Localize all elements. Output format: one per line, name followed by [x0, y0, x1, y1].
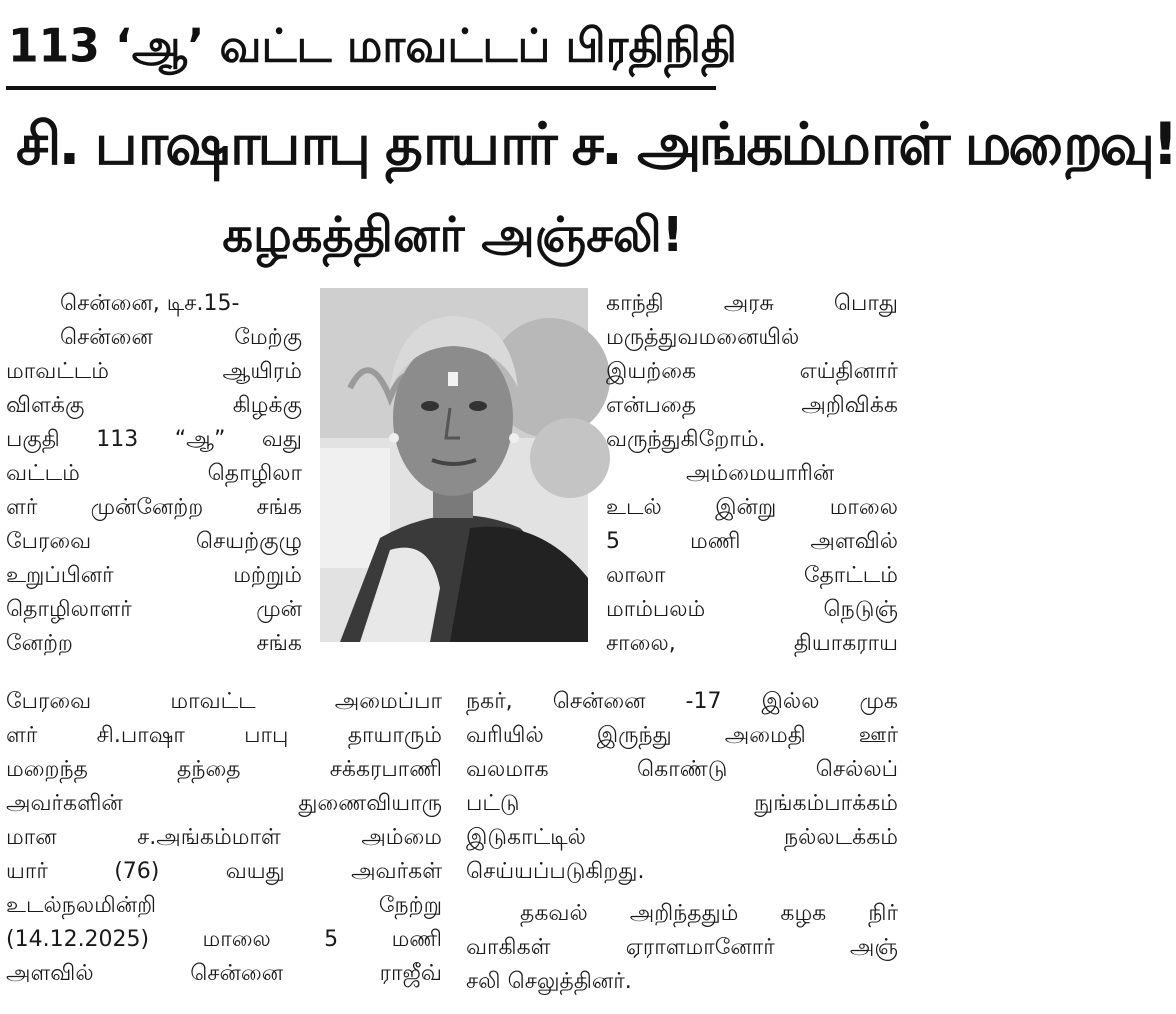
text-line: மாவட்டம் ஆயிரம் [6, 359, 302, 384]
text-line: வட்டம் தொழிலா [6, 461, 302, 486]
portrait-photo [320, 288, 588, 642]
text-line: வாகிகள் ஏராளமானோர் அஞ் [466, 935, 898, 960]
dateline: சென்னை, டிச.15- [60, 291, 240, 316]
text-line: 5 மணி அளவில் [606, 529, 898, 554]
text-line: வருந்துகிறோம். [606, 427, 766, 452]
text-line: தொழிலாளர் முன் [6, 597, 302, 622]
text-line: பேரவை மாவட்ட அமைப்பா [6, 689, 442, 714]
text-line: யார் (76) வயது அவர்கள் [6, 859, 442, 884]
text-line: தகவல் அறிந்ததும் கழக நிர் [520, 901, 898, 926]
text-line: சென்னை மேற்கு [60, 325, 302, 350]
text-line: உடல் இன்று மாலை [606, 495, 898, 520]
text-line: மருத்துவமனையில் [606, 325, 800, 350]
text-line: மான ச.அங்கம்மாள் அம்மை [6, 825, 442, 850]
text-line: அளவில் சென்னை ராஜீவ் [6, 961, 442, 986]
text-line: அவர்களின் துணைவியாரு [6, 791, 442, 816]
portrait-image [320, 288, 588, 642]
article-column-right [606, 287, 898, 661]
text-line: உடல்நலமின்றி நேற்று [6, 893, 442, 918]
text-line: இயற்கை எய்தினார் [606, 359, 898, 384]
text-line: உறுப்பினர் மற்றும் [6, 563, 302, 588]
headline: சி. பாஷாபாபு தாயார் ச. அங்கம்மாள் மறைவு! [16, 110, 1176, 178]
text-line: செய்யப்படுகிறது. [466, 859, 645, 884]
text-line: வரியில் இருந்து அமைதி ஊர் [466, 723, 898, 748]
text-line: ளர் முன்னேற்ற சங்க [6, 495, 302, 520]
text-line: (14.12.2025) மாலை 5 மணி [6, 927, 442, 952]
article-column-left [6, 287, 302, 661]
article-column-right-lower [466, 685, 898, 999]
kicker-underline [6, 86, 716, 90]
text-line: அம்மையாரின் [686, 461, 835, 486]
text-line: விளக்கு கிழக்கு [6, 393, 302, 418]
text-line: ளர் சி.பாஷா பாபு தாயாரும் [6, 723, 442, 748]
text-line: என்பதை அறிவிக்க [606, 393, 898, 418]
text-line: பேரவை செயற்குழு [6, 529, 302, 554]
text-line: பகுதி 113 “ஆ” வது [6, 427, 302, 452]
text-line: இடுகாட்டில் நல்லடக்கம் [466, 825, 898, 850]
text-line: மாம்பலம் நெடுஞ் [606, 597, 898, 622]
article-column-left-lower [6, 685, 442, 991]
text-line: காந்தி அரசு பொது [606, 291, 898, 316]
kicker-heading: 113 ‘ஆ’ வட்ட மாவட்டப் பிரதிநிதி [8, 19, 738, 74]
text-line: சலி செலுத்தினர். [466, 969, 632, 994]
text-line: நகர், சென்னை -17 இல்ல முக [466, 689, 898, 714]
text-line: சாலை, தியாகராய [606, 631, 898, 656]
text-line: மறைந்த தந்தை சக்கரபாணி [6, 757, 442, 782]
text-line: லாலா தோட்டம் [606, 563, 898, 588]
subheadline: கழகத்தினர் அஞ்சலி! [222, 207, 684, 263]
text-line: பட்டு நுங்கம்பாக்கம் [466, 791, 898, 816]
text-line: வலமாக கொண்டு செல்லப் [466, 757, 898, 782]
text-line: னேற்ற சங்க [6, 631, 302, 656]
